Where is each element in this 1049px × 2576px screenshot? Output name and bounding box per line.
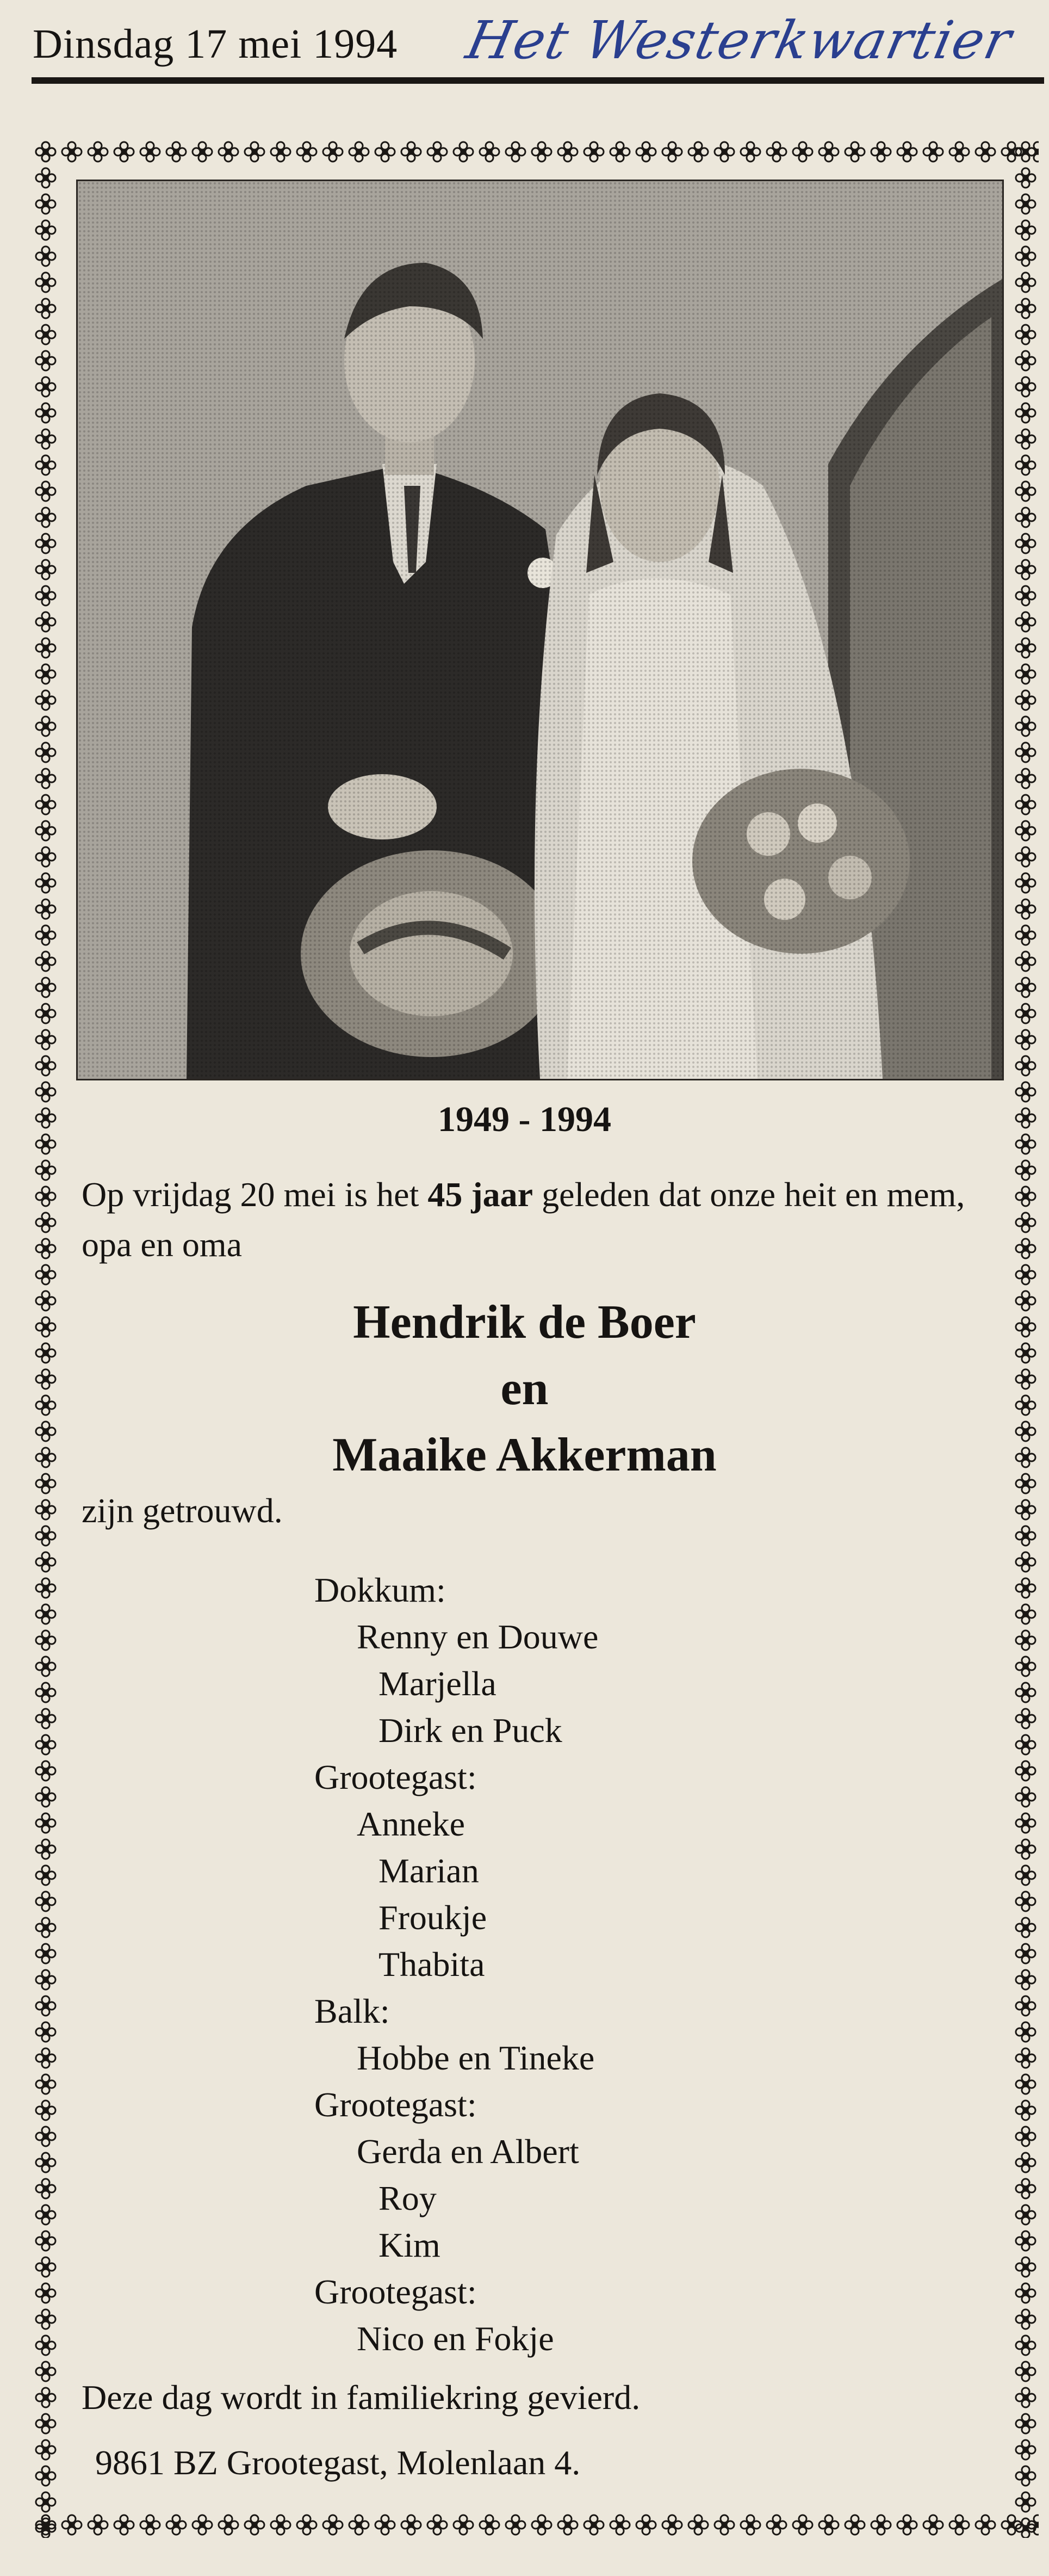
family-line: Hobbe en Tineke xyxy=(357,2038,595,2077)
masthead-rule xyxy=(32,77,1044,84)
family-line: Anneke xyxy=(357,1805,465,1843)
newspaper-name: Het Westerkwartier xyxy=(461,10,1018,71)
bride-name: Maaike Akkerman xyxy=(332,1429,717,1481)
address-line: 9861 BZ Grootegast, Molenlaan 4. xyxy=(95,2443,581,2482)
years-heading: 1949 - 1994 xyxy=(438,1099,611,1139)
family-line: Thabita xyxy=(378,1945,485,1984)
wedding-photo xyxy=(76,180,1004,1080)
family-line: Grootegast: xyxy=(314,2272,477,2311)
border-bottom xyxy=(33,2512,1039,2538)
family-line: Roy xyxy=(378,2179,437,2217)
intro-text-start: Op vrijdag 20 mei is het xyxy=(82,1175,428,1214)
flower-border-icon xyxy=(33,2512,1039,2538)
family-line: Gerda en Albert xyxy=(357,2132,579,2171)
closing-line: Deze dag wordt in familiekring gevierd. xyxy=(82,2378,641,2417)
flower-border-icon xyxy=(33,139,1039,165)
family-line: Dokkum: xyxy=(314,1571,446,1609)
groom-name: Hendrik de Boer xyxy=(353,1296,696,1349)
couple-names xyxy=(0,1289,1049,1488)
family-line: Marian xyxy=(378,1851,479,1890)
wedding-photo-icon xyxy=(78,181,1002,1079)
family-line: Froukje xyxy=(378,1898,487,1937)
names-conjunction: en xyxy=(500,1362,549,1415)
publication-date: Dinsdag 17 mei 1994 xyxy=(33,21,398,67)
intro-text-end: geleden dat onze heit en mem, opa en oma xyxy=(82,1175,965,1264)
family-line: Marjella xyxy=(378,1664,496,1703)
intro-paragraph xyxy=(82,1170,1017,1270)
family-line: Dirk en Puck xyxy=(378,1711,562,1750)
family-line: Renny en Douwe xyxy=(357,1617,599,1656)
family-line: Kim xyxy=(378,2226,440,2264)
family-line: Grootegast: xyxy=(314,1758,477,1796)
intro-text-bold: 45 jaar xyxy=(427,1175,533,1214)
family-line: Nico en Fokje xyxy=(357,2319,554,2358)
border-top xyxy=(33,139,1039,165)
married-line: zijn getrouwd. xyxy=(82,1491,283,1530)
family-line: Balk: xyxy=(314,1992,390,2030)
family-line: Grootegast: xyxy=(314,2085,477,2124)
